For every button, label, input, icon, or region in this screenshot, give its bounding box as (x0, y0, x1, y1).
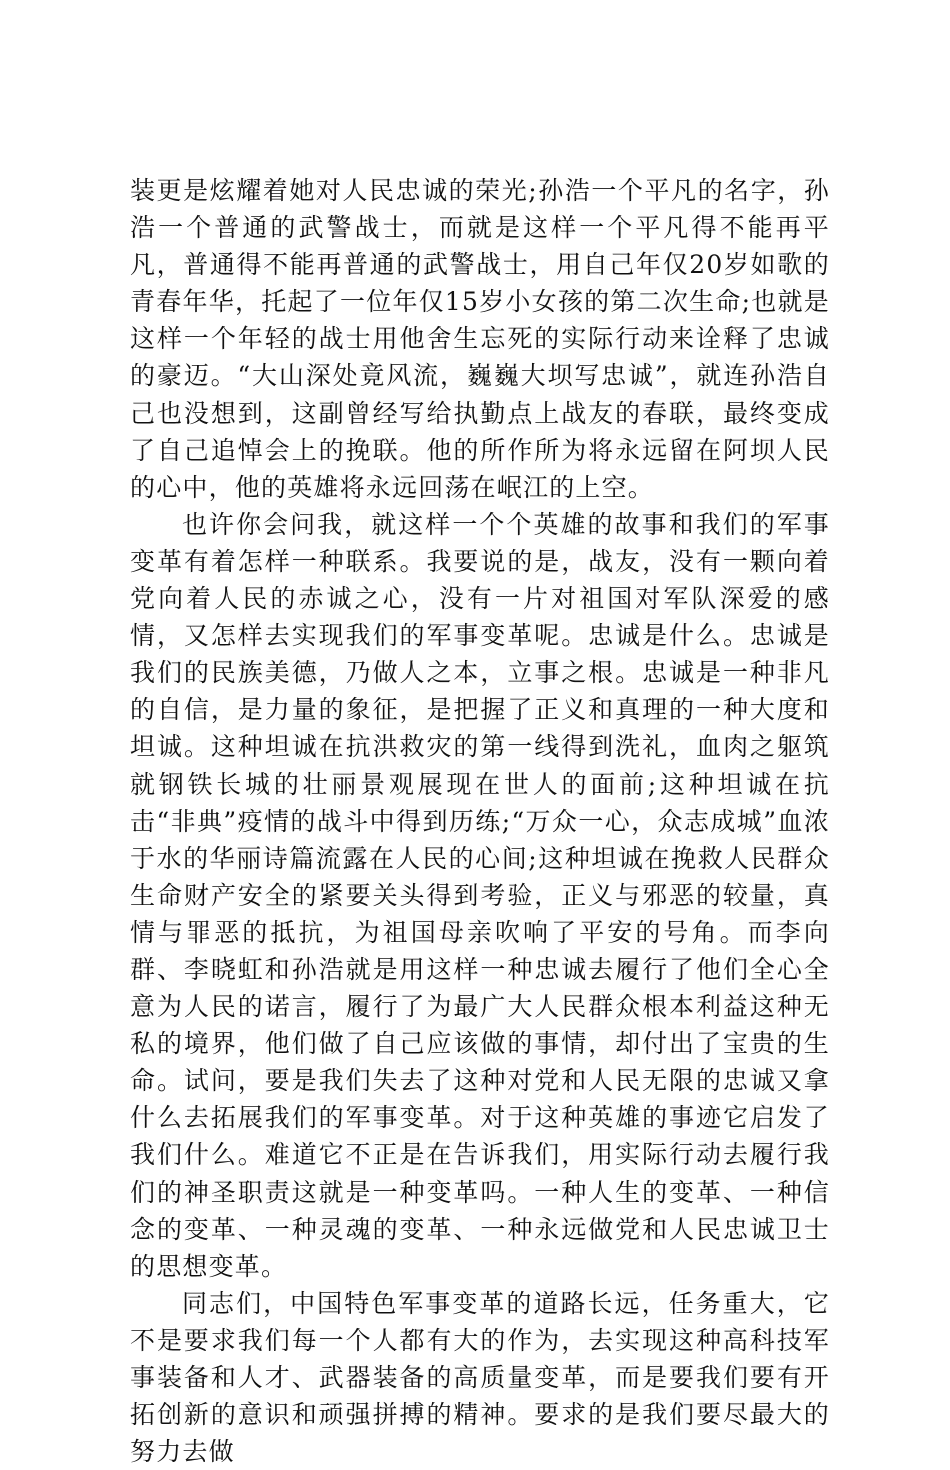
paragraph-2: 也许你会问我，就这样一个个英雄的故事和我们的军事变革有着怎样一种联系。我要说的是，战友，没有一颗向着党向着人民的赤诚之心，没有一片对祖国对军队深爱的感情，又怎样去实现我们的军事变革呢。忠诚是什么。忠诚是我们的民族美德，乃做人之本，立事之根。忠诚是一种非凡的自信，是力量的象征，是把握了正义和真理的一种大度和坦诚。这种坦诚在抗洪救灾的第一线得到洗礼，血肉之躯筑就钢铁长城的壮丽景观展现在世人的面前;这种坦诚在抗击“非典”疫情的战斗中得到历练;“万众一心，众志成城”血浓于水的华丽诗篇流露在人民的心间;这种坦诚在挽救人民群众生命财产安全的紧要关头得到考验，正义与邪恶的较量，真情与罪恶的抵抗，为祖国母亲吹响了平安的号角。而李向群、李晓虹和孙浩就是用这样一种忠诚去履行了他们全心全意为人民的诺言，履行了为最广大人民群众根本利益这种无私的境界，他们做了自己应该做的事情，却付出了宝贵的生命。试问，要是我们失去了这种对党和人民无限的忠诚又拿什么去拓展我们的军事变革。对于这种英雄的事迹它启发了我们什么。难道它不正是在告诉我们，用实际行动去履行我们的神圣职责这就是一种变革吗。一种人生的变革、一种信念的变革、一种灵魂的变革、一种永远做党和人民忠诚卫士的思想变革。 (130, 509, 830, 1281)
body-text (130, 172, 830, 1470)
paragraph-3: 同志们，中国特色军事变革的道路长远，任务重大，它不是要求我们每一个人都有大的作为，去实现这种高科技军事装备和人才、武器装备的高质量变革，而是要我们要有开拓创新的意识和顽强拼搏的精神。要求的是我们要尽最大的努力去做 (130, 1288, 830, 1467)
paragraph-1: 装更是炫耀着她对人民忠诚的荣光;孙浩一个平凡的名字，孙浩一个普通的武警战士，而就是这样一个平凡得不能再平凡，普通得不能再普通的武警战士，用自己年仅20岁如歌的青春年华，托起了一位年仅15岁小女孩的第二次生命;也就是这样一个年轻的战士用他舍生忘死的实际行动来诠释了忠诚的豪迈。“大山深处竟风流，巍巍大坝写忠诚”，就连孙浩自己也没想到，这副曾经写给执勤点上战友的春联，最终变成了自己追悼会上的挽联。他的所作所为将永远留在阿坝人民的心中，他的英雄将永远回荡在岷江的上空。 (130, 176, 830, 502)
